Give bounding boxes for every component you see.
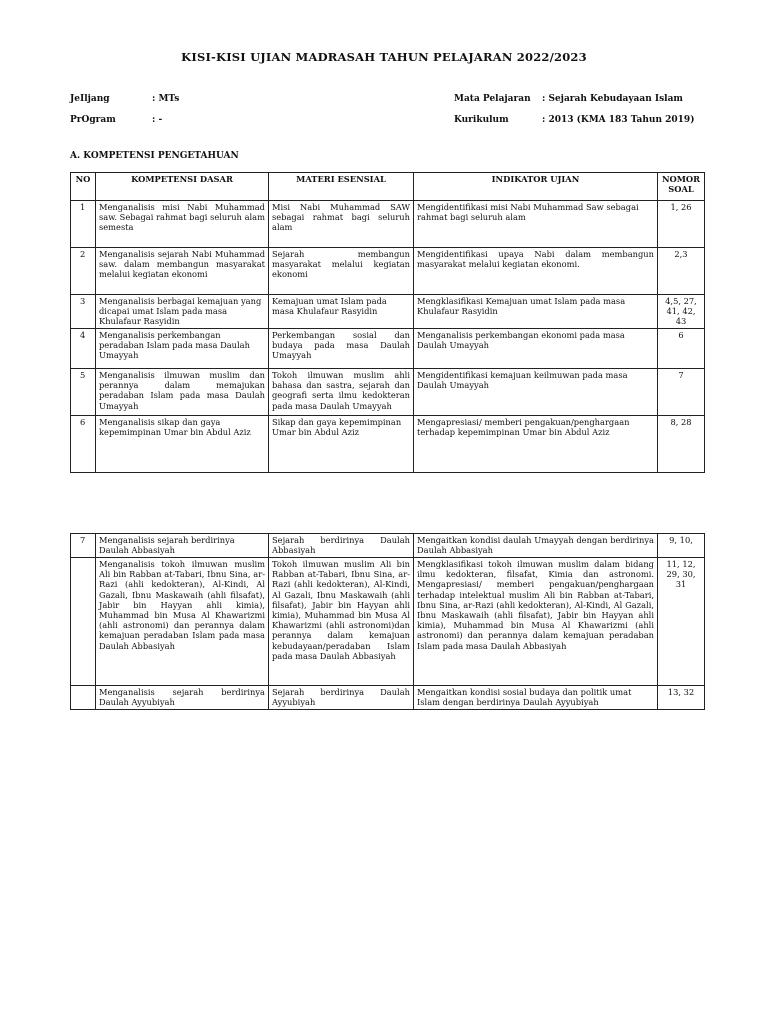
row-indikator: Mengaitkan kondisi sosial budaya dan politik umat Islam dengan berdirinya Daulah Ayyubiyah (414, 686, 658, 710)
row-no (71, 558, 96, 686)
row-no: 3 (71, 295, 96, 329)
row-indikator: Mengaitkan kondisi daulah Umayyah dengan berdirinya Daulah Abbasiyah (414, 534, 658, 558)
row-nomor-soal: 6 (658, 329, 705, 369)
row-no: 4 (71, 329, 96, 369)
jenjang-label: JeIljang (70, 94, 110, 104)
table-row (71, 416, 705, 473)
table-row (71, 248, 705, 295)
row-no: 5 (71, 369, 96, 416)
row-materi: Sejarah berdirinya Daulah Ayyubiyah (269, 686, 414, 710)
row-nomor-soal: 11, 12, 29, 30, 31 (658, 558, 705, 686)
row-nomor-soal: 4,5, 27, 41, 42, 43 (658, 295, 705, 329)
row-no: 2 (71, 248, 96, 295)
row-nomor-soal: 2,3 (658, 248, 705, 295)
row-materi: Tokoh ilmuwan muslim Ali bin Rabban at-Tabari, Ibnu Sina, ar-Razi (ahli kedokteran), Al-Kindi, Al Gazali, Ibnu Maskawaih (ahli filsafat), Jabir bin Hayyan ahli kimia), Muhammad bin Musa Al Khawarizmi (ahli astronomi)dan perannya dalam kemajuan kebudayaan/peradaban Islam pada masa Daulah Abbasiyah (269, 558, 414, 686)
kisi-kisi-table-1 (70, 172, 705, 473)
row-indikator: Mengidentifikasi upaya Nabi dalam membangun masyarakat melalui kegiatan ekonomi. (414, 248, 658, 295)
row-kompetensi: Menganalisis misi Nabi Muhammad saw. Sebagai rahmat bagi seluruh alam semesta (96, 201, 269, 248)
table-row (71, 201, 705, 248)
row-indikator: Menganalisis perkembangan ekonomi pada masa Daulah Umayyah (414, 329, 658, 369)
row-materi: Kemajuan umat Islam pada masa Khulafaur Rasyidin (269, 295, 414, 329)
row-kompetensi: Menganalisis sejarah berdirinya Daulah Abbasiyah (96, 534, 269, 558)
row-nomor-soal: 13, 32 (658, 686, 705, 710)
row-kompetensi: Menganalisis sikap dan gaya kepemimpinan Umar bin Abdul Aziz (96, 416, 269, 473)
row-kompetensi: Menganalisis ilmuwan muslim dan perannya dalam memajukan peradaban Islam pada masa Daulah Umayyah (96, 369, 269, 416)
header-kompetensi-dasar: KOMPETENSI DASAR (96, 173, 269, 201)
row-indikator: Mengklasifikasi tokoh ilmuwan muslim dalam bidang ilmu kedokteran, filsafat, Kimia dan astronomi. Mengapresiasi/ memberi pengakuan/penghargaan terhadap intelektual muslim Ali bin Rabban at-Tabari, Ibnu Sina, ar-Razi (ahli kedokteran), Al-Kindi, Al Gazali, Ibnu Maskawaih (ahli filsafat), Jabir bin Hayyan ahli kimia), Muhammad bin Musa Al Khawarizmi (ahli astronomi) dan perannya dalam kemajuan peradaban Islam pada masa Daulah Abbasiyah (414, 558, 658, 686)
row-kompetensi: Menganalisis tokoh ilmuwan muslim Ali bin Rabban at-Tabari, Ibnu Sina, ar-Razi (ahli kedokteran), Al-Kindi, Al Gazali, Ibnu Maskawaih (ahli filsafat), Jabir bin Hayyan ahli kimia), Muhammad bin Musa Al Khawarizmi (ahli astronomi) dan perannya dalam kemajuan peradaban Islam pada masa Daulah Abbasiyah (96, 558, 269, 686)
row-materi: Sejarah membangun masyarakat melalui kegiatan ekonomi (269, 248, 414, 295)
header-nomor-soal: NOMOR SOAL (658, 173, 705, 201)
header-indikator-ujian: INDIKATOR UJIAN (414, 173, 658, 201)
table-row (71, 534, 705, 558)
row-materi: Sejarah berdirinya Daulah Abbasiyah (269, 534, 414, 558)
mapel-label: Mata Pelajaran (454, 94, 531, 104)
row-nomor-soal: 8, 28 (658, 416, 705, 473)
row-indikator: Mengidentifikasi kemajuan keilmuwan pada masa Daulah Umayyah (414, 369, 658, 416)
row-no (71, 686, 96, 710)
row-kompetensi: Menganalisis perkembangan peradaban Islam pada masa Daulah Umayyah (96, 329, 269, 369)
page-title: KISI-KISI UJIAN MADRASAH TAHUN PELAJARAN 2022/2023 (181, 50, 587, 64)
program-value: : - (152, 115, 163, 125)
table-row (71, 558, 705, 686)
section-heading: A. KOMPETENSI PENGETAHUAN (70, 151, 239, 161)
row-no: 7 (71, 534, 96, 558)
row-nomor-soal: 9, 10, (658, 534, 705, 558)
row-nomor-soal: 1, 26 (658, 201, 705, 248)
table-row (71, 686, 705, 710)
row-indikator: Mengidentifikasi misi Nabi Muhammad Saw sebagai rahmat bagi seluruh alam (414, 201, 658, 248)
row-no: 1 (71, 201, 96, 248)
row-kompetensi: Menganalisis sejarah Nabi Muhammad saw. dalam membangun masyarakat melalui kegiatan ekonomi (96, 248, 269, 295)
row-materi: Tokoh ilmuwan muslim ahli bahasa dan sastra, sejarah dan geografi serta ilmu kedokteran pada masa Daulah Umayyah (269, 369, 414, 416)
header-materi-esensial: MATERI ESENSIAL (269, 173, 414, 201)
header-no: NO (71, 173, 96, 201)
row-materi: Sikap dan gaya kepemimpinan Umar bin Abdul Aziz (269, 416, 414, 473)
row-indikator: Mengapresiasi/ memberi pengakuan/penghargaan terhadap kepemimpinan Umar bin Abdul Aziz (414, 416, 658, 473)
row-materi: Perkembangan sosial dan budaya pada masa Daulah Umayyah (269, 329, 414, 369)
kisi-kisi-table-2 (70, 533, 705, 710)
mapel-value: : Sejarah Kebudayaan Islam (542, 94, 683, 104)
jenjang-value: : MTs (152, 94, 180, 104)
row-materi: Misi Nabi Muhammad SAW sebagai rahmat bagi seluruh alam (269, 201, 414, 248)
row-kompetensi: Menganalisis berbagai kemajuan yang dicapai umat Islam pada masa Khulafaur Rasyidin (96, 295, 269, 329)
kurikulum-value: : 2013 (KMA 183 Tahun 2019) (542, 115, 695, 125)
table-row (71, 369, 705, 416)
table-row (71, 329, 705, 369)
row-nomor-soal: 7 (658, 369, 705, 416)
program-label: PrOgram (70, 115, 116, 125)
table-row (71, 295, 705, 329)
kurikulum-label: Kurikulum (454, 115, 509, 125)
row-no: 6 (71, 416, 96, 473)
row-indikator: Mengklasifikasi Kemajuan umat Islam pada masa Khulafaur Rasyidin (414, 295, 658, 329)
row-kompetensi: Menganalisis sejarah berdirinya Daulah Ayyubiyah (96, 686, 269, 710)
